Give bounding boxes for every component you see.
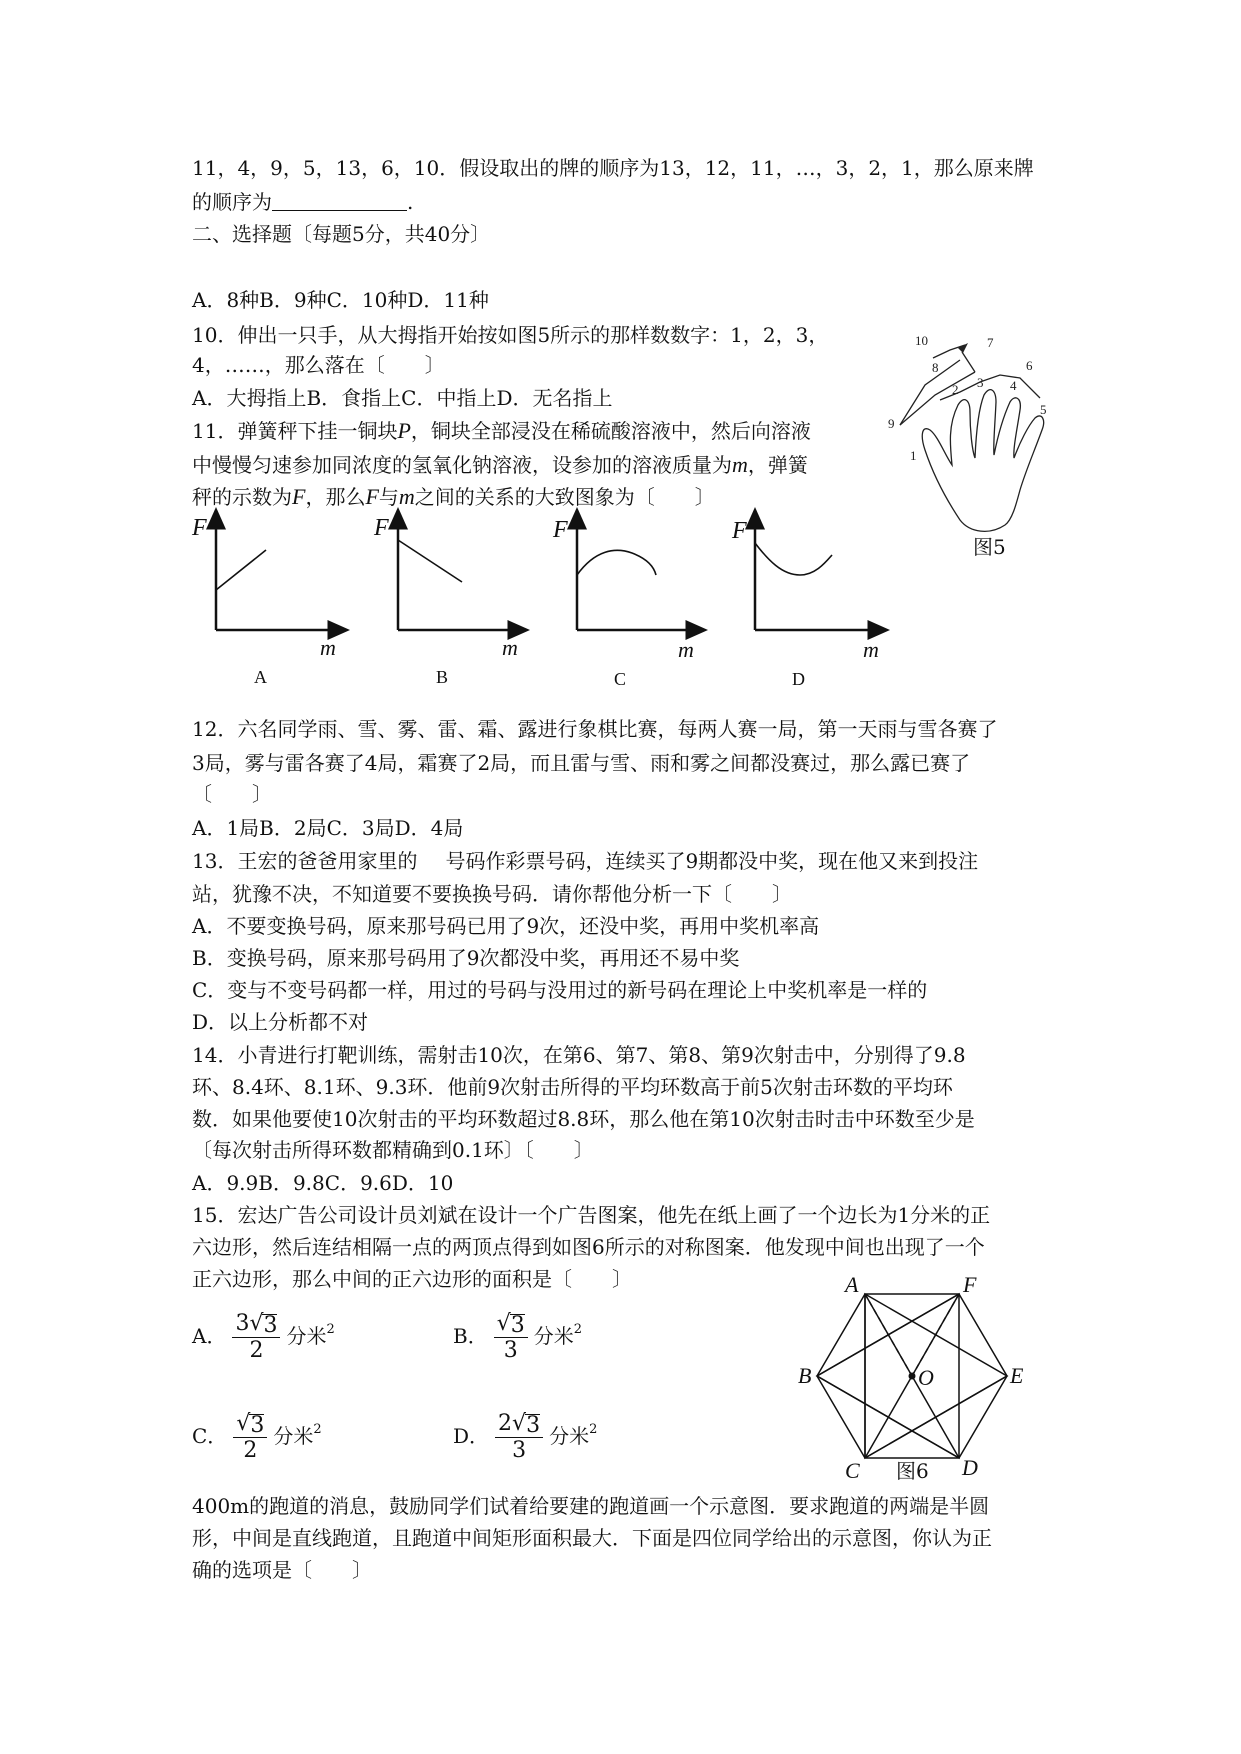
coefficient: 2 (498, 1411, 513, 1436)
hand-number: 2 (952, 382, 959, 397)
graph-label: A (254, 667, 267, 687)
q14-line: 环、8.4环、8.1环、9.3环．他前9次射击所得的平均环数高于前5次射击环数的平均环 (192, 1075, 953, 1099)
vertex-label-e: E (1010, 1363, 1024, 1388)
q11-text: 11．弹簧秤下挂一铜块 (192, 419, 398, 443)
q10-line: 10．伸出一只手，从大拇指开始按如图5所示的那样数数字：1，2，3， (192, 323, 829, 347)
q14-line: 数．如果他要使10次射击的平均环数超过8.8环，那么他在第10次射击时击中环数至少是 (192, 1107, 975, 1131)
text-line (192, 187, 413, 217)
vertex-label-a: A (845, 1272, 859, 1297)
hand-number: 7 (987, 335, 994, 350)
graph-label: D (792, 669, 805, 689)
unit-exponent: 2 (326, 1322, 335, 1337)
section-heading: 二、选择题〔每题5分，共40分〕 (192, 222, 491, 246)
radicand: 3 (526, 1413, 541, 1438)
q14-option-b: B．9.8 (258, 1171, 325, 1195)
denominator: 3 (503, 1338, 518, 1363)
coefficient: 3 (235, 1311, 250, 1336)
q13-line: 站，犹豫不决，不知道要不要换换号码．请你帮他分析一下〔 〕 (192, 882, 792, 906)
q11-text: ，铜块全部浸没在稀硫酸溶液中，然后向溶液 (410, 419, 811, 443)
text-line-start: 的顺序为 (192, 190, 272, 214)
var-m: m (732, 452, 748, 477)
option-label: D． (453, 1424, 490, 1448)
vertex-label-f: F (963, 1272, 977, 1297)
q13-option-d: D．以上分析都不对 (192, 1010, 369, 1034)
hand-number: 3 (977, 375, 984, 390)
radicand: 3 (250, 1413, 265, 1438)
graph-b (398, 517, 520, 630)
axis-label-m: m (502, 635, 518, 660)
q14-option-d: D．10 (391, 1171, 454, 1195)
q12-option-d: D．4局 (394, 816, 464, 840)
q16-line: 形，中间是直线跑道，且跑道中间矩形面积最大．下面是四位同学给出的示意图，你认为正 (192, 1526, 992, 1550)
q10-line: 4，……，那么落在〔 〕 (192, 353, 445, 377)
option-label: B． (453, 1324, 488, 1348)
q12-line: 3局，雾与雷各赛了4局，霜赛了2局，而且雷与雪、雨和雾之间都没赛过，那么露已赛了 (192, 751, 971, 775)
graph-c (577, 517, 698, 630)
q15-line: 六边形，然后连结相隔一点的两顶点得到如图6所示的对称图案．他发现中间也出现了一个 (192, 1235, 985, 1259)
vertex-label-c: C (845, 1458, 860, 1483)
q14-option-c: C．9.6 (324, 1171, 392, 1195)
fraction (233, 1411, 267, 1464)
q14-options (192, 1168, 453, 1198)
axis-label-m: m (320, 635, 336, 660)
hand-number: 4 (1010, 378, 1017, 393)
q16-line: 400m的跑道的消息，鼓励同学们试着给要建的跑道画一个示意图．要求跑道的两端是半圆 (192, 1494, 990, 1518)
q11-text: 与 (378, 485, 399, 509)
unit-exponent: 2 (589, 1422, 598, 1437)
text-line: 11，4，9，5，13，6，10．假设取出的牌的顺序为13，12，11，…，3，2，1，那么原来牌 (192, 156, 1034, 180)
text-line-end: . (407, 190, 414, 214)
q11-line (192, 416, 811, 446)
q12-option-a: A．1局 (192, 816, 260, 840)
q12-line: 〔 〕 (192, 782, 272, 806)
unit-exponent: 2 (573, 1322, 583, 1337)
triangle-bdf (817, 1294, 959, 1458)
unit: 分米 (286, 1324, 327, 1348)
hand-number: 8 (932, 360, 939, 375)
axis-label-f: F (732, 518, 747, 544)
q12-options (192, 813, 463, 843)
q11-text: ，那么 (305, 485, 366, 509)
q14-line: 14．小青进行打靶训练，需射击10次，在第6、第7、第8、第9次射击中，分别得了9.8 (192, 1043, 966, 1067)
axis-label-f: F (553, 517, 568, 543)
axis-label-f: F (374, 515, 389, 541)
unit: 分米 (273, 1424, 314, 1448)
vertex-label-o: O (918, 1365, 934, 1390)
unit: 分米 (533, 1324, 574, 1348)
q13-text: 号码作彩票号码，连续买了9期都没中奖，现在他又来到投注 (445, 849, 979, 873)
radicand: 3 (263, 1313, 278, 1338)
axis-label-m: m (863, 637, 879, 662)
vertex-label-d: D (962, 1455, 978, 1480)
hexagon-figure (798, 1270, 1035, 1483)
q14-option-a: A．9.9 (192, 1171, 259, 1195)
hand-number: 9 (888, 416, 895, 431)
q13-line (192, 846, 978, 876)
denominator: 3 (512, 1438, 527, 1463)
q9-option-b: B．9种 (259, 288, 327, 312)
q14-line: 〔每次射击所得环数都精确到0.1环〕〔 〕 (192, 1138, 594, 1162)
figure-caption: 图5 (973, 535, 1006, 559)
center-point (909, 1373, 916, 1380)
fraction (495, 1411, 543, 1464)
q15-option-b (453, 1300, 582, 1366)
fraction (232, 1311, 280, 1364)
q10-options (192, 383, 613, 413)
numerator: 3 √ 3 (232, 1311, 280, 1338)
graph-label: C (614, 669, 627, 689)
answer-blank (272, 188, 407, 211)
q11-text: ，弹簧 (747, 453, 808, 477)
q16-line: 确的选项是〔 〕 (192, 1558, 372, 1582)
q9-option-a: A．8种 (192, 288, 260, 312)
numerator: 2 √ 3 (495, 1411, 543, 1438)
q15-option-a (192, 1300, 335, 1366)
hand-numbers (888, 333, 1047, 463)
hand-number: 6 (1026, 358, 1033, 373)
q9-option-d: D．11种 (407, 288, 489, 312)
q12-option-c: C．3局 (326, 816, 395, 840)
vertex-label-b: B (798, 1363, 812, 1388)
q15-line: 15．宏达广告公司设计员刘斌在设计一个广告图案，他先在纸上画了一个边长为1分米的正 (192, 1203, 991, 1227)
q10-option-c: C．中指上 (401, 386, 497, 410)
unit: 分米 (549, 1424, 590, 1448)
q15-option-c (192, 1400, 322, 1466)
q13-option-b: B．变换号码，原来那号码用了9次都没中奖，再用还不易中奖 (192, 946, 740, 970)
hand-number: 5 (1040, 402, 1047, 417)
q13-option-a: A．不要变换号码，原来那号码已用了9次，还没中奖，再用中奖机率高 (192, 914, 820, 938)
q10-option-d: D．无名指上 (496, 386, 613, 410)
q15-line: 正六边形，那么中间的正六边形的面积是〔 〕 (192, 1267, 632, 1291)
q13-text: 13．王宏的爸爸用家里的 (192, 849, 418, 873)
q11-line (192, 450, 808, 480)
hand-number: 10 (915, 333, 928, 348)
q9-option-c: C．10种 (326, 288, 408, 312)
triangle-ace (865, 1294, 1007, 1458)
radicand: 3 (510, 1313, 525, 1338)
var-m: m (398, 484, 415, 509)
option-label: A． (192, 1324, 227, 1348)
fraction (494, 1311, 528, 1364)
q13-option-c: C．变与不变号码都一样，用过的号码与没用过的新号码在理论上中奖机率是一样的 (192, 978, 928, 1002)
axis-label-f: F (192, 515, 207, 541)
var-f: F (292, 484, 306, 509)
var-f: F (365, 484, 379, 509)
unit-exponent: 2 (313, 1422, 322, 1437)
denominator: 2 (243, 1438, 258, 1463)
var-p: P (397, 418, 411, 443)
graph-a (216, 517, 340, 630)
q15-option-d (453, 1400, 597, 1466)
q11-text: 中慢慢匀速参加同浓度的氢氧化钠溶液，设参加的溶液质量为 (192, 453, 732, 477)
numerator: √ 3 (233, 1411, 267, 1438)
q11-text: 秤的示数为 (192, 485, 292, 509)
figure-caption: 图6 (896, 1459, 929, 1483)
axis-label-m: m (678, 637, 694, 662)
q12-line: 12．六名同学雨、雪、雾、雷、霜、露进行象棋比赛，每两人赛一局，第一天雨与雪各赛了 (192, 717, 998, 741)
q12-option-b: B．2局 (259, 816, 327, 840)
graph-label: B (436, 667, 449, 687)
q11-text: 之间的关系的大致图象为〔 〕 (414, 485, 715, 509)
q11-graphs (180, 505, 920, 695)
graph-d (755, 517, 880, 630)
q9-options (192, 285, 489, 315)
option-label: C． (192, 1424, 228, 1448)
q10-option-a: A．大拇指上 (192, 386, 307, 410)
hand-number: 1 (910, 448, 917, 463)
q10-option-b: B．食指上 (306, 386, 402, 410)
numerator: √ 3 (494, 1311, 528, 1338)
denominator: 2 (249, 1338, 264, 1363)
